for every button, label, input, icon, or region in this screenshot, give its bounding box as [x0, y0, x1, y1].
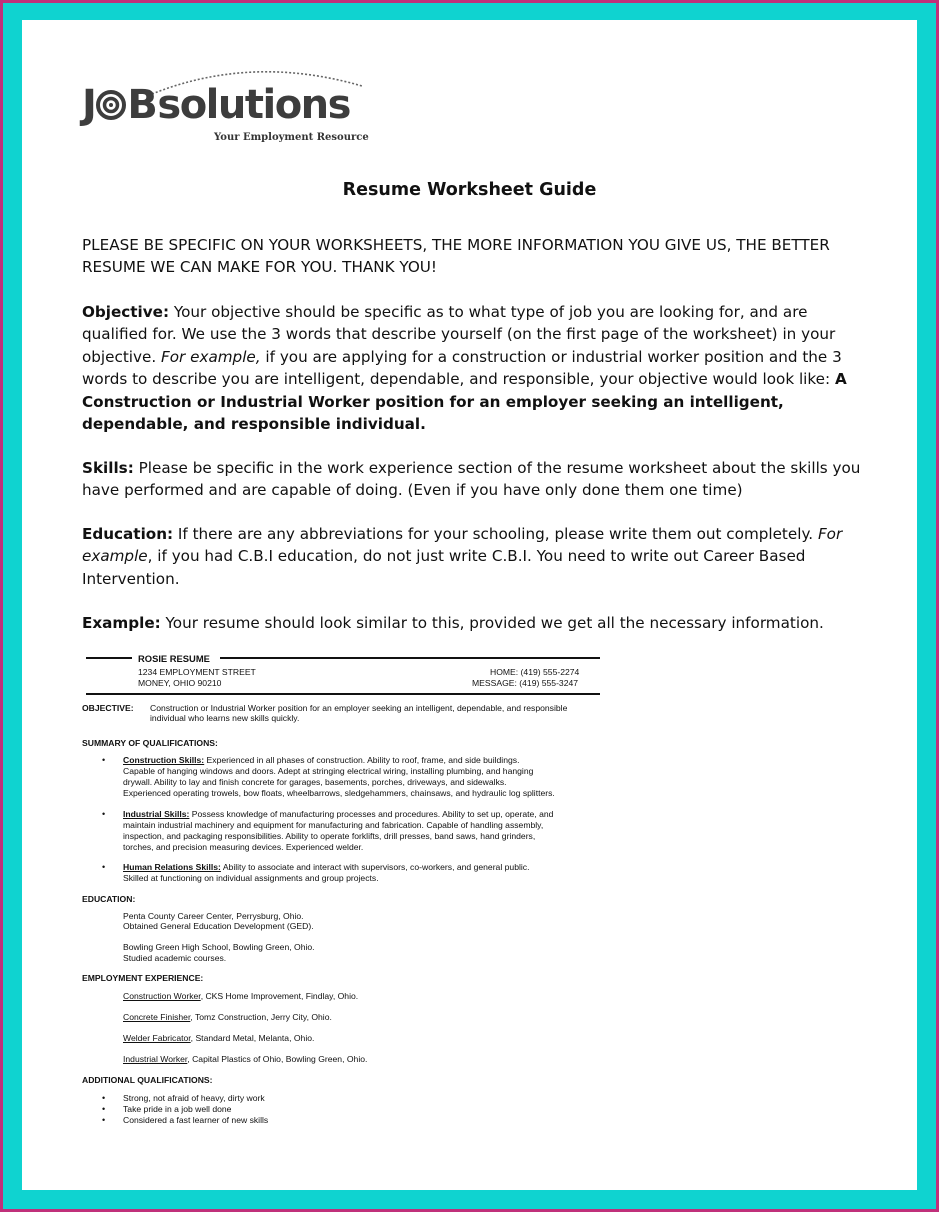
- example-label: Example:: [82, 614, 161, 632]
- qualification-industrial-line-4: torches, and precision measuring devices. Experienced welder.: [123, 842, 364, 852]
- job-employer: , Capital Plastics of Ohio, Bowling Green, Ohio.: [187, 1054, 368, 1064]
- resume-rule-right: [220, 657, 600, 659]
- skills-label: Skills:: [82, 459, 134, 477]
- employment-item: [123, 1054, 367, 1065]
- education-italic: For example: [82, 525, 843, 566]
- additional-item: Strong, not afraid of heavy, dirty work: [123, 1093, 265, 1103]
- job-title: Construction Worker: [123, 991, 201, 1001]
- employment-item: [123, 991, 358, 1002]
- qualification-industrial-line-3: inspection, and packaging responsibilities. Ability to operate forklifts, drill presses, band saws, hand grinders,: [123, 831, 536, 841]
- bullet-icon: •: [102, 755, 106, 765]
- resume-rule-left: [86, 657, 132, 659]
- document-page: [22, 20, 917, 1190]
- additional-item: Considered a fast learner of new skills: [123, 1115, 269, 1125]
- education-label: Education:: [82, 525, 174, 543]
- job-title: Concrete Finisher: [123, 1012, 191, 1022]
- qualification-human-relations-text: Ability to associate and interact with supervisors, co-workers, and general public.: [220, 862, 530, 872]
- education-school-2-detail: Studied academic courses.: [123, 953, 227, 963]
- logo-tagline: Your Employment Resource: [214, 132, 369, 143]
- bullet-icon: •: [102, 862, 106, 872]
- objective-italic: For example,: [161, 347, 261, 366]
- resume-name: ROSIE RESUME: [138, 653, 210, 664]
- resume-objective-line-2: individual who learns new skills quickly.: [150, 713, 300, 723]
- job-employer: , CKS Home Improvement, Findlay, Ohio.: [200, 991, 359, 1001]
- qualification-construction-label: Construction Skills:: [123, 755, 205, 765]
- intro-paragraph: PLEASE BE SPECIFIC ON YOUR WORKSHEETS, THE MORE INFORMATION YOU GIVE US, THE BETTER RESUME WE CAN MAKE FOR YOU. THANK YOU!: [82, 236, 830, 277]
- objective-text-1: Your objective should be specific as to what type of job you are looking for, and are qualified for. We use the 3 words that describe yourself (on the first page of the worksheet) in your objective.: [82, 303, 836, 366]
- document-title: Resume Worksheet Guide: [342, 180, 597, 200]
- logo-letter-j: J: [82, 82, 96, 128]
- qualification-construction-text: Experienced in all phases of construction. Ability to roof, frame, and side buildings.: [204, 755, 520, 765]
- education-text-2: , if you had C.B.I education, do not just write C.B.I. You need to write out Career Based Intervention.: [82, 547, 806, 588]
- qualification-human-relations-label: Human Relations Skills:: [123, 862, 221, 872]
- logo-word-solutions: solutions: [157, 82, 350, 128]
- qualification-construction-line-2: Capable of hanging windows and doors. Adept at stringing electrical wiring, installing plumbing, and hanging: [123, 766, 534, 776]
- employment-item: [123, 1033, 314, 1044]
- resume-objective-line-1: Construction or Industrial Worker position for an employer seeking an intelligent, dependable, and responsible: [150, 703, 568, 713]
- resume-education-heading: EDUCATION:: [82, 894, 136, 904]
- bullet-icon: •: [102, 1115, 106, 1125]
- qualification-human-relations-line-1: [123, 862, 529, 873]
- resume-summary-heading: SUMMARY OF QUALIFICATIONS:: [82, 738, 218, 748]
- resume-address-2: MONEY, OHIO 90210: [138, 678, 222, 688]
- resume-home-phone: HOME: (419) 555-2274: [490, 667, 580, 677]
- objective-text-2: if you are applying for a construction or industrial worker position and the 3 words to describe you are intelligent, dependable, and responsible, your objective would look like:: [82, 347, 842, 389]
- qualification-industrial-label: Industrial Skills:: [123, 809, 190, 819]
- bullet-icon: •: [102, 809, 106, 819]
- education-text-1: If there are any abbreviations for your schooling, please write them out completely.: [173, 525, 818, 543]
- qualification-industrial-line-1: [123, 809, 553, 820]
- qualification-industrial-text: Possess knowledge of manufacturing processes and procedures. Ability to set up, operate, and: [189, 809, 554, 819]
- resume-objective-heading: OBJECTIVE:: [82, 703, 134, 713]
- job-title: Industrial Worker: [123, 1054, 188, 1064]
- resume-message-phone: MESSAGE: (419) 555-3247: [472, 678, 579, 688]
- bullet-icon: •: [102, 1104, 106, 1114]
- job-employer: , Tomz Construction, Jerry City, Ohio.: [190, 1012, 332, 1022]
- qualification-human-relations-line-2: Skilled at functioning on individual assignments and group projects.: [123, 873, 379, 883]
- qualification-construction-line-1: [123, 755, 519, 766]
- skills-text: Please be specific in the work experience section of the resume worksheet about the skills you have performed and are capable of doing. (Even if you have only done them one time): [82, 459, 861, 500]
- objective-example: A Construction or Industrial Worker position for an employer seeking an intelligent, dependable, and responsible individual.: [82, 370, 847, 434]
- resume-address-1: 1234 EMPLOYMENT STREET: [138, 667, 256, 677]
- education-school-1: Penta County Career Center, Perrysburg, Ohio.: [123, 911, 304, 921]
- logo-letter-b: B: [127, 82, 157, 128]
- education-school-2: Bowling Green High School, Bowling Green, Ohio.: [123, 942, 315, 952]
- qualification-industrial-line-2: maintain industrial machinery and equipment for manufacturing and fabrication. Capable of handling assembly,: [123, 820, 544, 830]
- qualification-construction-line-3: drywall. Ability to lay and finish concrete for garages, basements, porches, driveways, and sidewalks.: [123, 777, 507, 787]
- job-employer: , Standard Metal, Melanta, Ohio.: [190, 1033, 315, 1043]
- resume-employment-heading: EMPLOYMENT EXPERIENCE:: [82, 973, 204, 983]
- bullet-icon: •: [102, 1093, 106, 1103]
- objective-label: Objective:: [82, 303, 170, 321]
- resume-rule-bottom: [86, 693, 600, 695]
- sample-resume: [22, 20, 917, 1190]
- example-text: Your resume should look similar to this, provided we get all the necessary information.: [160, 614, 824, 632]
- education-school-1-detail: Obtained General Education Development (GED).: [123, 921, 314, 931]
- job-title: Welder Fabricator: [123, 1033, 191, 1043]
- qualification-construction-line-4: Experienced operating trowels, bow floats, wheelbarrows, sledgehammers, chainsaws, and hydraulic log splitters.: [123, 788, 555, 798]
- employment-item: [123, 1012, 332, 1023]
- additional-item: Take pride in a job well done: [123, 1104, 232, 1114]
- resume-additional-heading: ADDITIONAL QUALIFICATIONS:: [82, 1075, 213, 1085]
